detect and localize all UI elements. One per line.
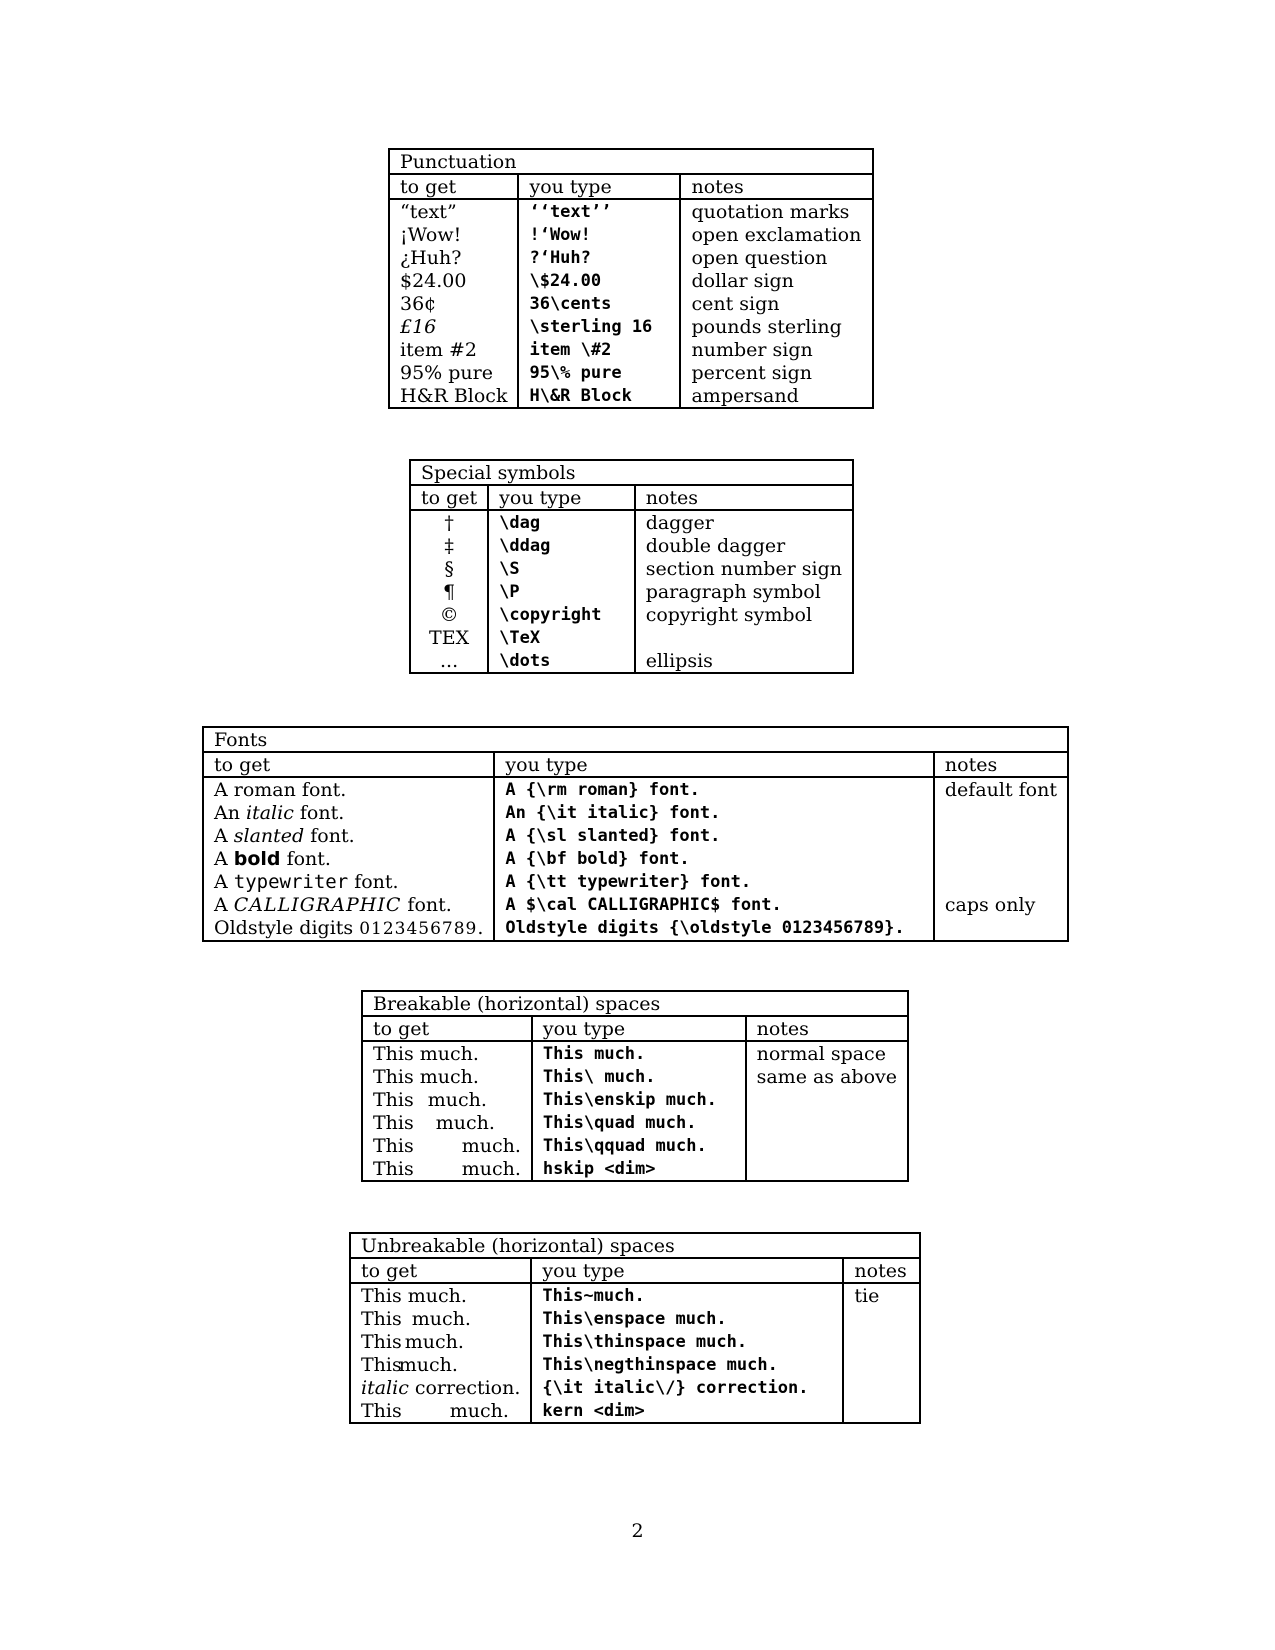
word-a: This xyxy=(373,1135,414,1157)
note-cell: default font xyxy=(944,779,1057,801)
note-cell: pounds sterling xyxy=(691,316,842,338)
type-cell: \P xyxy=(488,580,635,603)
note-cell: copyright symbol xyxy=(645,604,813,626)
get-cell xyxy=(203,847,494,870)
word-b: much. xyxy=(461,1135,521,1157)
type-cell: ‘‘text’’ xyxy=(518,199,680,223)
note-cell: normal space xyxy=(756,1043,886,1065)
column-header: to get xyxy=(203,752,494,777)
type-cell: hskip <dim> xyxy=(532,1157,746,1181)
type-cell: \ddag xyxy=(488,534,635,557)
table-title: Fonts xyxy=(203,727,1068,752)
word-a: This xyxy=(373,1043,414,1065)
get-cell xyxy=(350,1376,531,1399)
type-cell: An {\it italic} font. xyxy=(494,801,933,824)
type-cell: This much. xyxy=(532,1041,746,1065)
type-cell: This\thinspace much. xyxy=(531,1330,843,1353)
text-prefix: A xyxy=(214,894,234,916)
note-cell xyxy=(934,801,1068,824)
typewriter-sample: typewriter xyxy=(233,871,349,893)
get-cell xyxy=(203,801,494,824)
note-cell: same as above xyxy=(756,1066,897,1088)
type-cell: A {\sl slanted} font. xyxy=(494,824,933,847)
word-a: This xyxy=(373,1112,414,1134)
get-cell xyxy=(203,824,494,847)
get-cell: H&R Block xyxy=(389,384,518,408)
text-prefix: A xyxy=(214,825,234,847)
get-cell: “text” xyxy=(389,199,518,223)
get-cell: TEX xyxy=(410,626,488,649)
italic-sample: italic xyxy=(246,802,294,824)
type-cell: \sterling 16 xyxy=(518,315,680,338)
text-prefix: A xyxy=(214,848,234,870)
note-cell: percent sign xyxy=(691,362,812,384)
word-b: much. xyxy=(435,1112,495,1134)
type-cell: \$24.00 xyxy=(518,269,680,292)
roman-sample: roman xyxy=(233,779,296,801)
note-cell: number sign xyxy=(691,339,813,361)
note-cell: ampersand xyxy=(691,385,799,407)
note-cell xyxy=(934,870,1068,893)
get-cell xyxy=(203,893,494,916)
type-cell: This\enskip much. xyxy=(532,1088,746,1111)
get-cell xyxy=(350,1330,531,1353)
text-suffix: . xyxy=(477,917,484,939)
oldstyle-digits-sample: 0123456789 xyxy=(359,919,478,939)
get-cell xyxy=(350,1399,531,1423)
get-cell xyxy=(362,1041,532,1065)
note-cell: open question xyxy=(691,247,828,269)
type-cell: \dag xyxy=(488,510,635,534)
type-cell: ?‘Huh? xyxy=(518,246,680,269)
get-cell: † xyxy=(410,510,488,534)
note-cell: double dagger xyxy=(645,535,786,557)
column-header: you type xyxy=(494,752,933,777)
special-symbols-table xyxy=(409,459,854,674)
text-suffix: font. xyxy=(401,894,452,916)
get-cell xyxy=(203,870,494,893)
slanted-sample: slanted xyxy=(233,825,305,847)
type-cell: This\quad much. xyxy=(532,1111,746,1134)
get-cell: £16 xyxy=(389,315,518,338)
type-cell: item \#2 xyxy=(518,338,680,361)
word-b: correction. xyxy=(414,1377,521,1399)
note-cell: paragraph symbol xyxy=(645,581,821,603)
table-title: Special symbols xyxy=(410,460,853,485)
unbreakable-spaces-table xyxy=(349,1232,921,1424)
get-cell: ¶ xyxy=(410,580,488,603)
column-header: you type xyxy=(531,1258,843,1283)
note-cell xyxy=(746,1134,908,1157)
get-cell: § xyxy=(410,557,488,580)
column-header: notes xyxy=(635,485,853,510)
column-header: to get xyxy=(389,174,518,199)
get-cell: 95% pure xyxy=(389,361,518,384)
note-cell xyxy=(843,1353,920,1376)
table-title: Punctuation xyxy=(389,149,873,174)
get-cell xyxy=(362,1111,532,1134)
word-b: much. xyxy=(449,1400,509,1422)
get-cell xyxy=(362,1065,532,1088)
word-b: much. xyxy=(398,1354,458,1376)
word-a: This xyxy=(361,1285,402,1307)
note-cell: quotation marks xyxy=(691,201,850,223)
table-title: Unbreakable (horizontal) spaces xyxy=(350,1233,920,1258)
text-prefix: A xyxy=(214,779,234,801)
column-header: notes xyxy=(680,174,873,199)
word-a: This xyxy=(373,1158,414,1180)
type-cell: Oldstyle digits {\oldstyle 0123456789}. xyxy=(494,916,933,941)
column-header: you type xyxy=(518,174,680,199)
text-prefix: Oldstyle digits xyxy=(214,917,360,939)
word-b: much. xyxy=(411,1308,471,1330)
note-cell: tie xyxy=(854,1285,880,1307)
column-header: to get xyxy=(350,1258,531,1283)
note-cell: open exclamation xyxy=(691,224,862,246)
text-suffix: font. xyxy=(304,825,355,847)
text-suffix: font. xyxy=(348,871,399,893)
type-cell: A $\cal CALLIGRAPHIC$ font. xyxy=(494,893,933,916)
note-cell: cent sign xyxy=(691,293,780,315)
word-a: This xyxy=(361,1308,402,1330)
note-cell xyxy=(843,1330,920,1353)
note-cell xyxy=(746,1088,908,1111)
text-suffix: font. xyxy=(293,802,345,824)
word-b: much. xyxy=(419,1066,479,1088)
calligraphic-sample: CALLIGRAPHIC xyxy=(233,894,402,916)
type-cell: !‘Wow! xyxy=(518,223,680,246)
type-cell: This\ much. xyxy=(532,1065,746,1088)
word-a: This xyxy=(361,1400,402,1422)
get-cell: $24.00 xyxy=(389,269,518,292)
word-b: much. xyxy=(419,1043,479,1065)
type-cell: \S xyxy=(488,557,635,580)
column-header: notes xyxy=(934,752,1068,777)
type-cell: 36\cents xyxy=(518,292,680,315)
word-b: much. xyxy=(407,1285,467,1307)
get-cell xyxy=(203,777,494,801)
note-cell xyxy=(934,847,1068,870)
word-a: This xyxy=(373,1066,414,1088)
type-cell: This~much. xyxy=(531,1283,843,1307)
note-cell: dagger xyxy=(645,512,714,534)
column-header: to get xyxy=(362,1016,532,1041)
breakable-spaces-table xyxy=(361,990,909,1182)
note-cell: caps only xyxy=(944,894,1036,916)
note-cell: section number sign xyxy=(645,558,842,580)
get-cell: ... xyxy=(410,649,488,673)
word-b: much. xyxy=(427,1089,487,1111)
type-cell: This\qquad much. xyxy=(532,1134,746,1157)
type-cell: kern <dim> xyxy=(531,1399,843,1423)
note-cell xyxy=(843,1399,920,1423)
note-cell xyxy=(934,824,1068,847)
type-cell: \TeX xyxy=(488,626,635,649)
type-cell: This\enspace much. xyxy=(531,1307,843,1330)
text-prefix: An xyxy=(214,802,246,824)
get-cell xyxy=(350,1307,531,1330)
type-cell: A {\tt typewriter} font. xyxy=(494,870,933,893)
type-cell: This\negthinspace much. xyxy=(531,1353,843,1376)
get-cell: ¿Huh? xyxy=(389,246,518,269)
type-cell: \dots xyxy=(488,649,635,673)
get-cell xyxy=(362,1088,532,1111)
note-cell: ellipsis xyxy=(645,650,713,672)
bold-sample: bold xyxy=(233,848,281,870)
note-cell xyxy=(746,1157,908,1181)
column-header: notes xyxy=(843,1258,920,1283)
word-a: This xyxy=(361,1354,402,1376)
type-cell: 95\% pure xyxy=(518,361,680,384)
type-cell: A {\bf bold} font. xyxy=(494,847,933,870)
type-cell: H\&R Block xyxy=(518,384,680,408)
note-cell xyxy=(635,626,853,649)
get-cell: © xyxy=(410,603,488,626)
fonts-table xyxy=(202,726,1069,942)
word-a: italic xyxy=(361,1377,409,1399)
note-cell xyxy=(746,1111,908,1134)
column-header: notes xyxy=(746,1016,908,1041)
get-cell: ‡ xyxy=(410,534,488,557)
type-cell: \copyright xyxy=(488,603,635,626)
column-header: you type xyxy=(488,485,635,510)
column-header: you type xyxy=(532,1016,746,1041)
table-title: Breakable (horizontal) spaces xyxy=(362,991,908,1016)
text-suffix: font. xyxy=(295,779,347,801)
page-number: 2 xyxy=(631,1520,644,1542)
text-prefix: A xyxy=(214,871,234,893)
get-cell xyxy=(203,916,494,941)
word-a: This xyxy=(373,1089,414,1111)
get-cell xyxy=(362,1157,532,1181)
note-cell xyxy=(843,1307,920,1330)
word-a: This xyxy=(361,1331,402,1353)
get-cell xyxy=(350,1283,531,1307)
note-cell xyxy=(843,1376,920,1399)
get-cell xyxy=(362,1134,532,1157)
punctuation-table xyxy=(388,148,874,409)
note-cell xyxy=(934,916,1068,941)
note-cell: dollar sign xyxy=(691,270,794,292)
text-suffix: font. xyxy=(280,848,331,870)
type-cell: A {\rm roman} font. xyxy=(494,777,933,801)
word-b: much. xyxy=(461,1158,521,1180)
get-cell: ¡Wow! xyxy=(389,223,518,246)
word-b: much. xyxy=(404,1331,464,1353)
get-cell: item #2 xyxy=(389,338,518,361)
type-cell: {\it italic\/} correction. xyxy=(531,1376,843,1399)
column-header: to get xyxy=(410,485,488,510)
get-cell: 36¢ xyxy=(389,292,518,315)
get-cell xyxy=(350,1353,531,1376)
